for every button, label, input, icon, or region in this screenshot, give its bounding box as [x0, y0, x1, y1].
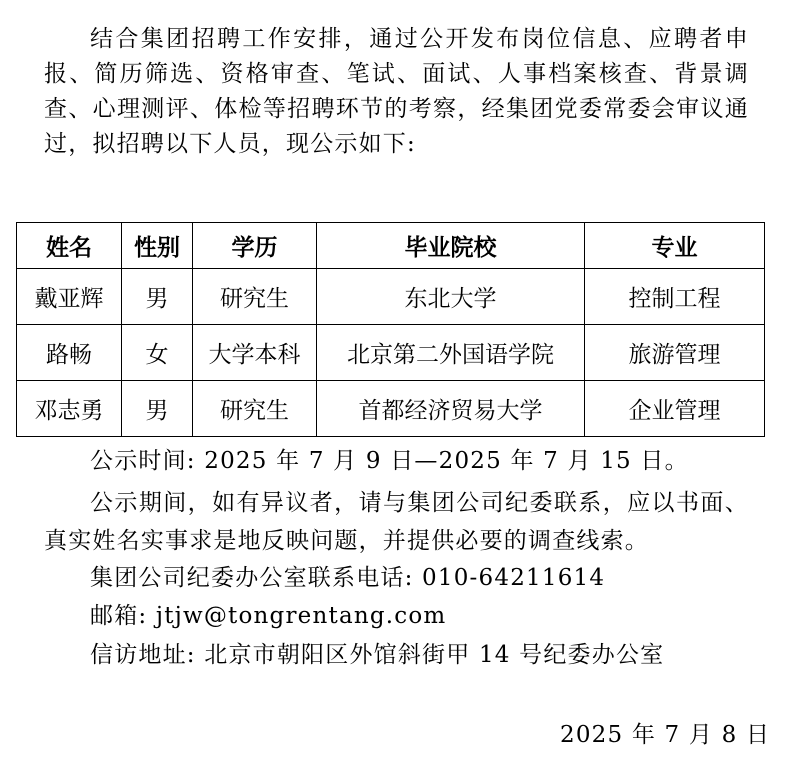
header-school: 毕业院校 — [317, 223, 585, 269]
cell-education: 研究生 — [193, 269, 317, 325]
cell-education: 研究生 — [193, 381, 317, 437]
table-row — [17, 381, 765, 437]
cell-gender: 男 — [122, 381, 193, 437]
cell-education: 大学本科 — [193, 325, 317, 381]
cell-school: 北京第二外国语学院 — [317, 325, 585, 381]
issue-date: 2025 年 7 月 8 日 — [560, 722, 771, 748]
notice-period-paragraph: 公示期间，如有异议者，请与集团公司纪委联系，应以书面、真实姓名实事求是地反映问题，并提供必要的调查线索。 — [44, 490, 749, 554]
cell-major: 控制工程 — [585, 269, 765, 325]
header-major: 专业 — [585, 223, 765, 269]
cell-major: 旅游管理 — [585, 325, 765, 381]
table-row — [17, 325, 765, 381]
header-education: 学历 — [193, 223, 317, 269]
cell-school: 东北大学 — [317, 269, 585, 325]
cell-major: 企业管理 — [585, 381, 765, 437]
cell-gender: 女 — [122, 325, 193, 381]
candidate-table — [16, 222, 765, 437]
header-gender: 性别 — [122, 223, 193, 269]
notice-time: 公示时间: 2025 年 7 月 9 日—2025 年 7 月 15 日。 — [90, 448, 689, 474]
contact-email: 邮箱: jtjw@tongrentang.com — [90, 603, 447, 629]
visit-address: 信访地址: 北京市朝阳区外馆斜街甲 14 号纪委办公室 — [90, 642, 665, 668]
cell-name: 戴亚辉 — [17, 269, 122, 325]
cell-name: 邓志勇 — [17, 381, 122, 437]
cell-name: 路畅 — [17, 325, 122, 381]
contact-phone: 集团公司纪委办公室联系电话: 010-64211614 — [90, 565, 606, 591]
cell-gender: 男 — [122, 269, 193, 325]
cell-school: 首都经济贸易大学 — [317, 381, 585, 437]
intro-paragraph: 结合集团招聘工作安排，通过公开发布岗位信息、应聘者申报、简历筛选、资格审查、笔试、面试、人事档案核查、背景调查、心理测评、体检等招聘环节的考察，经集团党委常委会审议通过，拟招聘以下人员，现公示如下: — [44, 26, 749, 157]
header-name: 姓名 — [17, 223, 122, 269]
table-row — [17, 269, 765, 325]
table-header-row — [17, 223, 765, 269]
